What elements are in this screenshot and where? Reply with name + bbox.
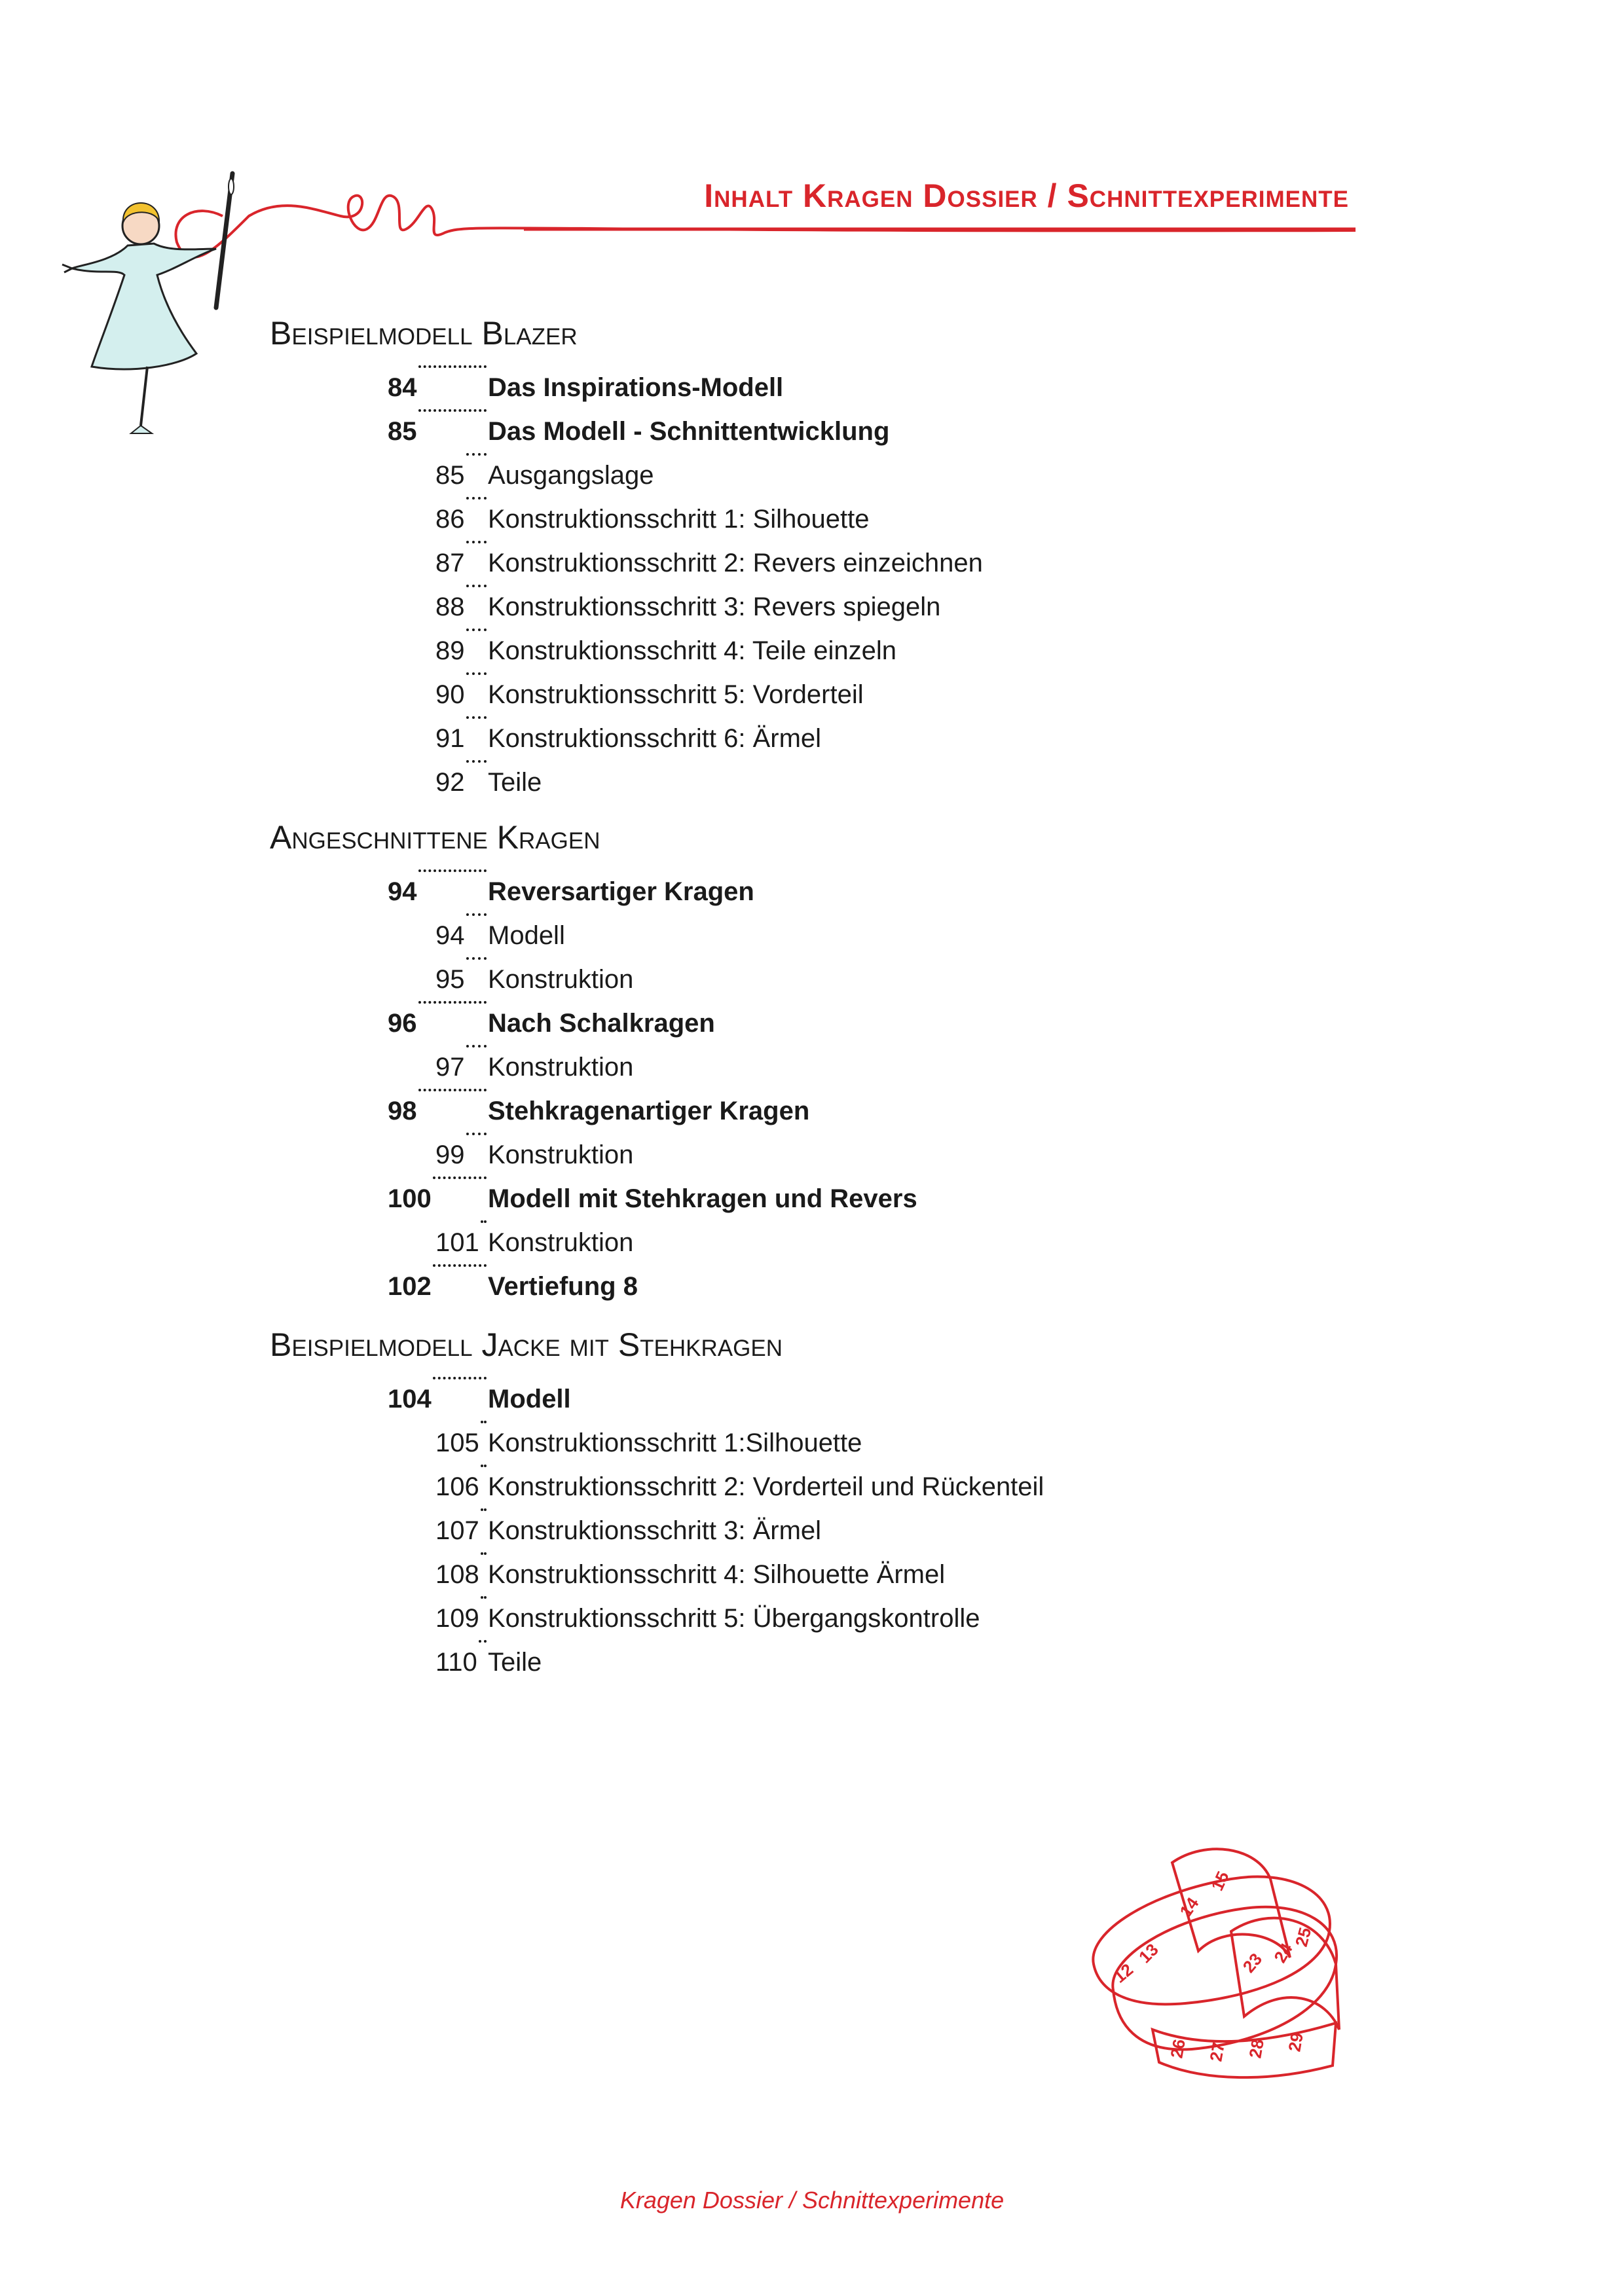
toc-leader-dots [466, 453, 487, 456]
toc-leader-dots [418, 365, 487, 368]
toc-entry-label: Teile [488, 1648, 542, 1677]
toc-page-number: 90 [435, 680, 465, 709]
toc-leader-dots [481, 1596, 487, 1599]
toc-page-number: 89 [435, 636, 465, 665]
toc-leader-dots [466, 1045, 487, 1048]
toc-page-number: 107 [435, 1516, 479, 1545]
toc-leader-dots [433, 1377, 487, 1379]
toc-leader-dots [418, 1089, 487, 1091]
toc-entry-label: Vertiefung 8 [488, 1272, 638, 1301]
toc-leader-dots [481, 1508, 487, 1511]
toc-entry-label: Konstruktion [488, 1140, 634, 1169]
toc-entry-label: Konstruktionsschritt 6: Ärmel [488, 724, 822, 753]
tape-number: 23 [1238, 1949, 1266, 1977]
toc-page-number: 94 [435, 921, 465, 950]
toc-page-number: 84 [388, 373, 417, 402]
toc-entry-label: Konstruktion [488, 965, 634, 994]
toc-leader-dots [433, 1264, 487, 1267]
toc-entry-label: Konstruktionsschritt 3: Ärmel [488, 1516, 822, 1545]
tape-number: 14 [1175, 1893, 1203, 1921]
toc-page-number: 85 [435, 461, 465, 490]
toc-entry-label: Nach Schalkragen [488, 1009, 715, 1038]
tape-number: 12 [1109, 1959, 1137, 1987]
toc-leader-dots [466, 913, 487, 916]
toc-entry-label: Modell mit Stehkragen und Revers [488, 1184, 917, 1213]
toc-entry-label: Konstruktionsschritt 1: Silhouette [488, 505, 870, 534]
seamstress-needle-illustration [0, 0, 1624, 458]
toc-leader-dots [418, 869, 487, 872]
toc-entry-label: Konstruktion [488, 1228, 634, 1257]
toc-entry-label: Konstruktionsschritt 3: Revers spiegeln [488, 592, 941, 621]
toc-entry-label: Das Inspirations-Modell [488, 373, 784, 402]
toc-page-number: 108 [435, 1560, 479, 1589]
page-footer: Kragen Dossier / Schnittexperimente [619, 2187, 1005, 2214]
toc-page-number: 100 [388, 1184, 432, 1213]
toc-leader-dots [466, 497, 487, 500]
toc-page-number: 87 [435, 549, 465, 577]
toc-page-number: 102 [388, 1272, 432, 1301]
toc-leader-dots [481, 1465, 487, 1467]
toc-leader-dots [466, 672, 487, 675]
toc-entry-label: Reversartiger Kragen [488, 877, 754, 906]
toc-entry-label: Konstruktionsschritt 5: Vorderteil [488, 680, 864, 709]
toc-page-number: 98 [388, 1097, 417, 1125]
toc-page-number: 109 [435, 1604, 479, 1633]
tape-number: 28 [1245, 2037, 1268, 2060]
tape-number: 27 [1206, 2041, 1228, 2064]
toc-page-number: 99 [435, 1140, 465, 1169]
toc-page-number: 97 [435, 1053, 465, 1082]
toc-entry-label: Modell [488, 1385, 571, 1413]
toc-page-number: 86 [435, 505, 465, 534]
toc-entry-label: Das Modell - Schnittentwicklung [488, 417, 890, 446]
toc-leader-dots [479, 1640, 487, 1643]
section-heading: Angeschnittene Kragen [270, 819, 600, 856]
toc-page-number: 104 [388, 1385, 432, 1413]
toc-leader-dots [466, 585, 487, 587]
toc-leader-dots [418, 409, 487, 412]
toc-leader-dots [466, 716, 487, 719]
tape-number: 15 [1207, 1868, 1233, 1894]
toc-leader-dots [466, 957, 487, 960]
toc-leader-dots [466, 541, 487, 543]
tape-number: 26 [1166, 2037, 1189, 2060]
toc-entry-label: Konstruktion [488, 1053, 634, 1082]
tape-number: 29 [1284, 2031, 1307, 2054]
toc-page-number: 105 [435, 1429, 479, 1457]
toc-leader-dots [466, 629, 487, 631]
toc-leader-dots [481, 1220, 487, 1223]
toc-leader-dots [418, 1001, 487, 1004]
toc-leader-dots [466, 1133, 487, 1135]
toc-entry-label: Stehkragenartiger Kragen [488, 1097, 810, 1125]
section-heading: Beispielmodell Blazer [270, 315, 578, 352]
toc-leader-dots [433, 1176, 487, 1179]
toc-entry-label: Konstruktionsschritt 4: Silhouette Ärmel [488, 1560, 946, 1589]
toc-entry-label: Teile [488, 768, 542, 797]
toc-leader-dots [481, 1421, 487, 1423]
toc-entry-label: Konstruktionsschritt 2: Revers einzeichnen [488, 549, 983, 577]
tape-number: 24 [1270, 1939, 1297, 1966]
toc-page-number: 101 [435, 1228, 479, 1257]
toc-entry-label: Modell [488, 921, 565, 950]
measuring-tape-illustration [1074, 1833, 1362, 2082]
toc-leader-dots [481, 1552, 487, 1555]
toc-entry-label: Ausgangslage [488, 461, 654, 490]
toc-entry-label: Konstruktionsschritt 4: Teile einzeln [488, 636, 897, 665]
toc-page-number: 96 [388, 1009, 417, 1038]
toc-entry-label: Konstruktionsschritt 1:Silhouette [488, 1429, 862, 1457]
toc-page-number: 106 [435, 1472, 479, 1501]
toc-page-number: 92 [435, 768, 465, 797]
toc-page-number: 95 [435, 965, 465, 994]
toc-page-number: 94 [388, 877, 417, 906]
tape-number: 25 [1291, 1925, 1316, 1949]
toc-page-number: 110 [435, 1648, 477, 1677]
toc-page-number: 88 [435, 592, 465, 621]
toc-entry-label: Konstruktionsschritt 2: Vorderteil und Rückenteil [488, 1472, 1044, 1501]
toc-leader-dots [466, 760, 487, 763]
toc-page-number: 85 [388, 417, 417, 446]
tape-number: 13 [1135, 1939, 1162, 1967]
page-title: Inhalt Kragen Dossier / Schnittexperimente [704, 177, 1349, 214]
section-heading: Beispielmodell Jacke mit Stehkragen [270, 1326, 783, 1363]
toc-entry-label: Konstruktionsschritt 5: Übergangskontrolle [488, 1604, 980, 1633]
toc-page-number: 91 [435, 724, 465, 753]
